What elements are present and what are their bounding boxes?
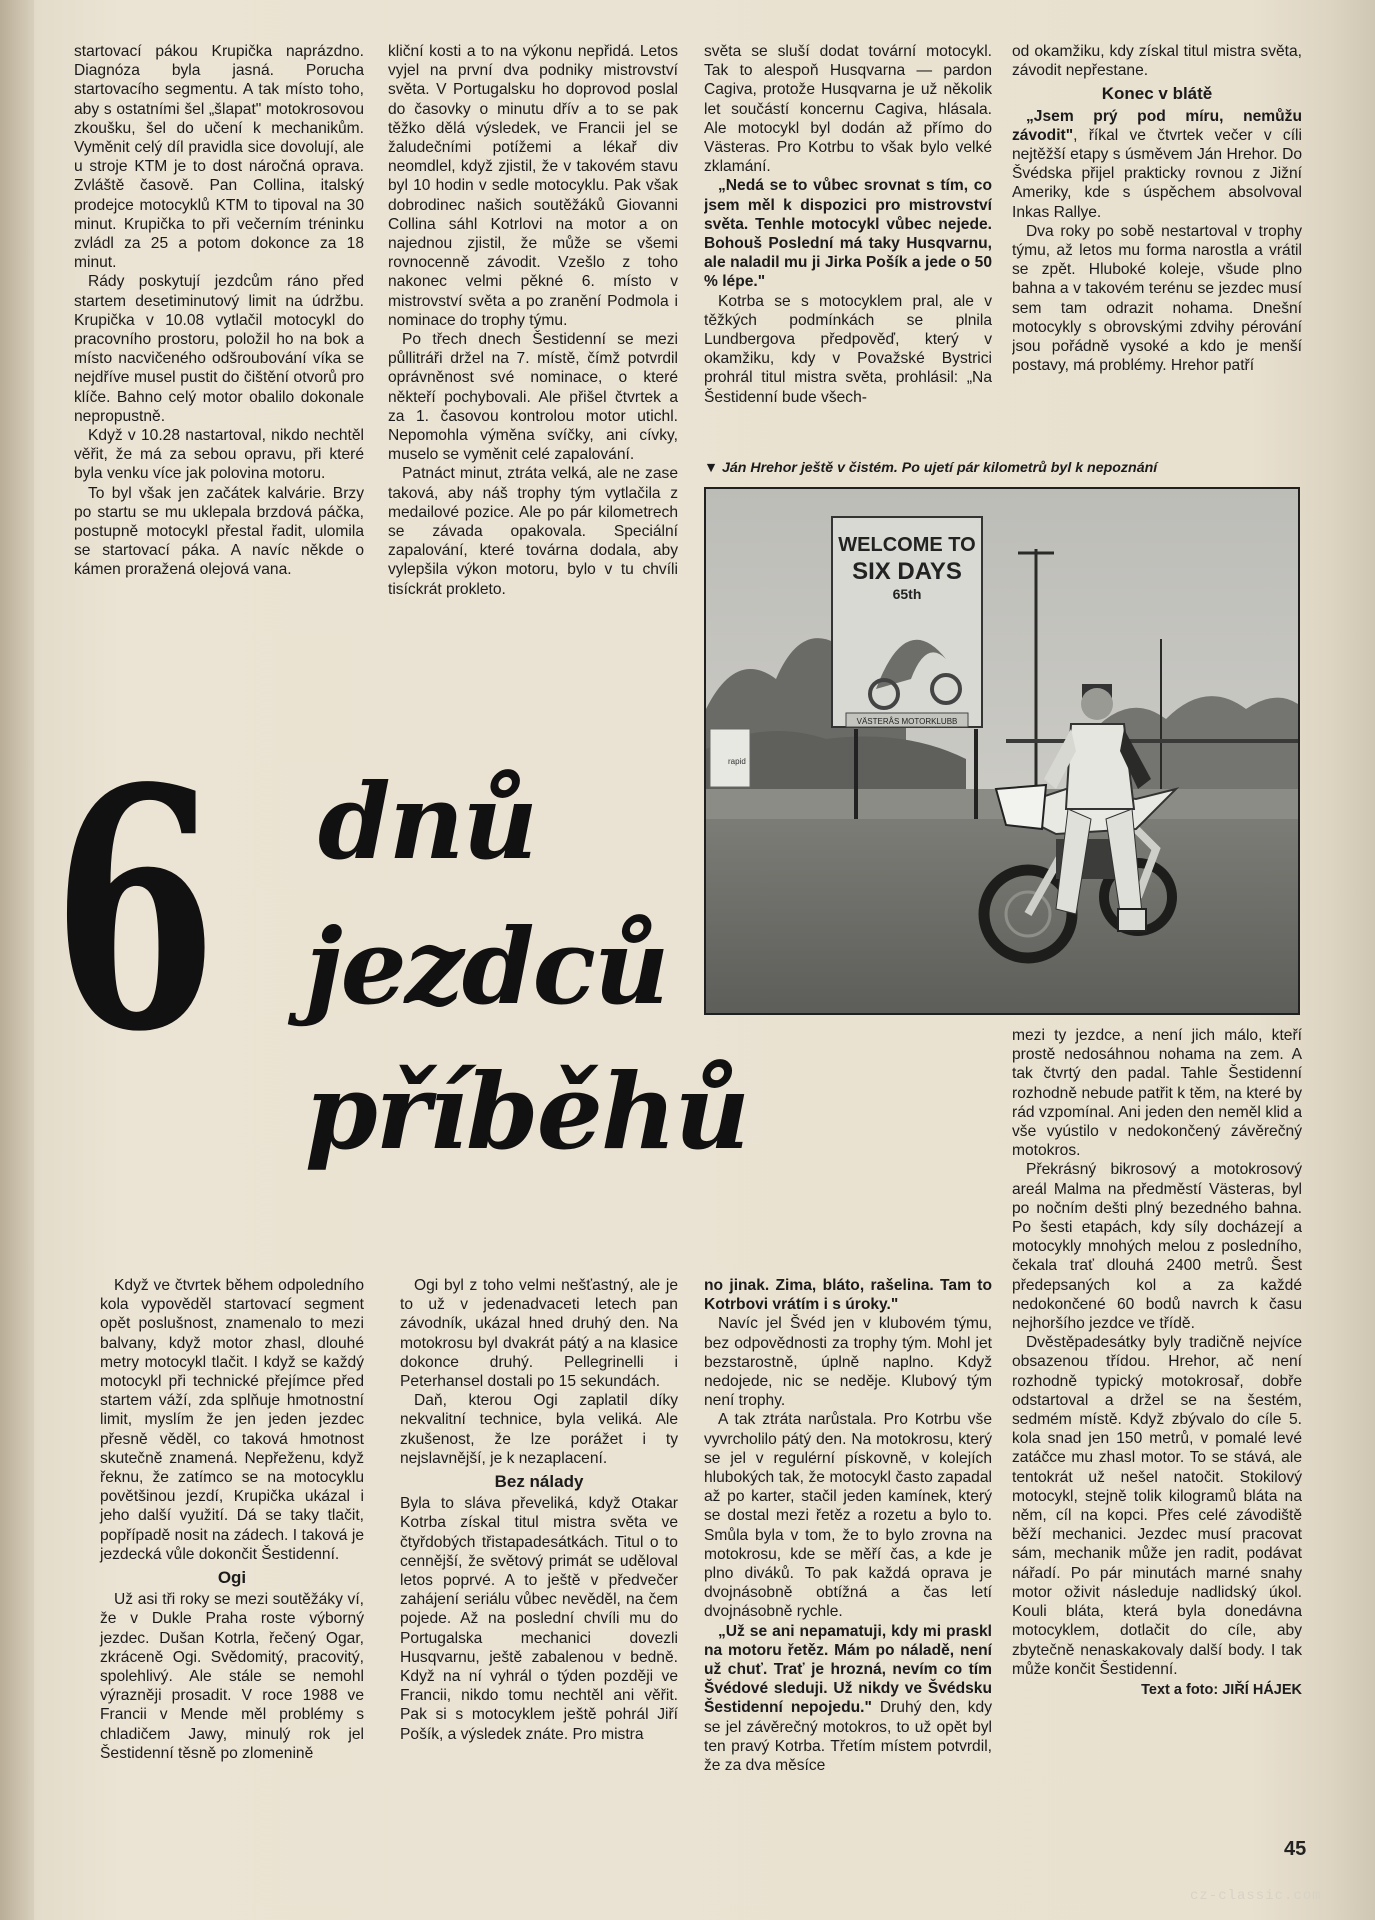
bottom-column-2 — [388, 1276, 678, 1846]
paragraph: Navíc jel Švéd jen v klubovém týmu, bez odpovědnosti za trophy tým. Mohl jet bezstarostně, úplně naplno. Když nedojede, nic se neděje. Klubový tým není trophy. — [704, 1315, 992, 1410]
paragraph: kliční kosti a to na výkonu nepřidá. Letos vyjel na první dva podniky mistrovství světa. V Portugalsku ho doprovod poslal do časovky o minutu dřív a to se pak těžko dělá výsledek, ve Francii jel se žaludečními potížemi a lékař div neomdlel, když zjistil, že v takovém stavu byl 10 hodin v sedle motocyklu. Pak však dobrodinec našich soutěžáků Giovanni Collina sáhl Kotrlovi na motor a on najednou zjistil, že může se všemi rovnocenně závodit. Vzešlo z toho nakonec velmi pěkné 6. místo v mistrovství světa a po zranění Podmola i nominace do trophy týmu. — [388, 43, 678, 329]
section-heading-bez-nalady: Bez nálady — [494, 1472, 584, 1492]
bottom-column-4 — [1012, 1026, 1302, 1826]
paragraph — [704, 1622, 992, 1776]
quote-bold: „Už se ani nepamatuji, kdy mi praskl na motoru řetěz. Mám po náladě, není už chuť. Trať je hrozná, nevím co tím Švédové sleduji. Už nikdy ve Švédsku Šestidenní nepojedu." — [704, 1622, 992, 1717]
bottom-column-1 — [74, 1276, 364, 1846]
top-column-2 — [388, 42, 678, 702]
photo-rider-with-motorcycle — [704, 487, 1300, 1015]
top-column-1 — [74, 42, 364, 702]
paragraph: Byla to sláva převeliká, když Otakar Kotrba získal titul mistra světa ve čtyřdobých třistapadesátkách. Titul o to cennější, že světový primát se uděloval letos poprvé. A to ještě v předvečer zahájení seriálu vůbec nevěděl, na čem pojede. Až na poslední chvíli mu do Portugalska mechanici dovezli Husqvarnu, ještě zabalenou v bedně. Když na ní vyhrál o týden později ve Francii, nikdo tomu nechtěl ani věřit. Pak si s motocyklem ještě pohrál Jiří Pošík, a výsledek znáte. Pro mistra — [400, 1495, 678, 1743]
paragraph: Už asi tři roky se mezi soutěžáky ví, že v Dukle Praha roste výborný jezdec. Dušan Kotrla, řečený Ogar, zkráceně Ogi. Svědomitý, pracovitý, spolehlivý. Ale stále se nemohl výrazněji prosadit. V roce 1988 ve Francii v Mende měl problémy s chladičem Jawy, minulý rok jel Šestidenní těsně po zlomenině — [100, 1591, 364, 1762]
paragraph: Překrásný bikrosový a motokrosový areál Malma na předměstí Västeras, byl po nočním dešti plný bezedného bahna. Po šesti etapách, kdy síly docházejí a motocykly mnohých melou z posledního, čekala trať dlouhá 2400 metrů. Šest předepsaných kol a za každé nedokončené 60 bodů navrch k času nejhoršího jezdce ve třídě. — [1012, 1161, 1302, 1333]
top-column-3 — [704, 42, 992, 447]
paragraph: Rády poskytují jezdcům ráno před startem desetiminutový limit na údržbu. Krupička v 10.08 vytlačil motocykl do pracovního prostoru, položil ho na bok a místo nacvičeného odšroubování víka se nejdříve musel pustit do čištění otvorů pro klíče. Bahno celý motor obalilo dokonale nepropustně. — [74, 273, 364, 425]
title-number-six: 6 — [52, 716, 218, 1104]
quote-paragraph: no jinak. Zima, bláto, rašelina. Tam to Kotrbovi vrátím i s úroky." — [704, 1277, 992, 1314]
paragraph: od okamžiku, kdy získal titul mistra světa, závodit nepřestane. — [1012, 43, 1302, 80]
paragraph: Patnáct minut, ztráta velká, ale ne zase taková, aby náš trophy tým vytlačila z medailové pozice. Ale po pár kilometrech se závada opakovala. Speciální zapalování, které továrna dodala, aby vylepšila výkon motoru, bylo v tu chvíli tisíckrát prokleto. — [388, 465, 678, 598]
paragraph: mezi ty jezdce, a není jich málo, kteří prostě nedosáhnou nohama na zem. A tak čtvrtý den padal. Tahle Šestidenní rozhodně nebude patřit k těm, na které by rád vzpomínal. Ani jeden den neměl klid a vše vyústilo v nedokončený závěrečný motokros. — [1012, 1027, 1302, 1160]
billboard-text: SIX DAYS — [852, 558, 962, 585]
billboard-text: WELCOME TO — [838, 534, 976, 556]
top-column-4 — [1012, 42, 1302, 447]
paragraph: Po třech dnech Šestidenní se mezi půllitráři držel na 7. místě, čímž potvrdil oprávněnost své nominace, o které někteří pochybovali. Ale přišel čtvrtek a za 1. časovou kontrolou motor utichl. Nepomohla výměna svíčky, ani cívky, muselo se vyměnit celé zapalování. — [388, 331, 678, 464]
section-heading-ogi: Ogi — [217, 1568, 247, 1588]
watermark: cz-classic.com — [1190, 1888, 1322, 1904]
quote-rest: Druhý den, kdy se jel závěrečný motokros, to už opět byl ten pravý Kotrba. Třetím místem potvrdil, že za dva měsíce — [704, 1699, 992, 1775]
paragraph: Ogi byl z toho velmi nešťastný, ale je to už v jedenadvaceti letech pan závodník, ukázal hned druhý den. Na motokrosu byl dvakrát pátý a na klasice dokonce druhý. Pellegrinelli i Peterhansel dostali po 15 sekundách. — [400, 1277, 678, 1391]
title-line-jezdcu: jezdců — [305, 905, 668, 1028]
quote-paragraph: „Nedá se to vůbec srovnat s tím, co jsem měl k dispozici pro mistrovství světa. Tenhle motocykl vůbec nejede. Bohouš Poslední má taky Husqvarnu, ale naladil mu ji Jirka Pošík a jede o 50 % lépe." — [704, 177, 992, 291]
title-line-pribehu: příběhů — [305, 1050, 749, 1173]
page-number: 45 — [1284, 1838, 1307, 1860]
flag-text: rapid — [728, 757, 746, 766]
paragraph: Když ve čtvrtek během odpoledního kola vypověděl startovací segment opět poslušnost, znamenalo to mezi balvany, když motor zhasl, dlouhé metry motocykl tlačit. I když se každý motocykl při technické přejímce před startem váží, zda splňuje hmotnostní limit, myslím že jen jeden jezdec přesně věděl, co taková hmotnost skutečně znamená. Nepřeženu, když řeknu, že zatímco se na motocyklu povětšinou jezdí, Krupička ukázal i jeho další využití. Dá se taky tlačit, popřípadě nosit na zádech. I taková je jezdecká vůle dokončit Šestidenní. — [100, 1277, 364, 1563]
paragraph: startovací pákou Krupička naprázdno. Diagnóza byla jasná. Porucha startovacího segmentu. A tak místo toho, aby s ostatními šel „šlapat" motokrosovou zkoušku, šel do učení k mechanikům. Vyměnit celý díl pravidla sice dovolují, ale u stroje KTM je to dost náročná oprava. Zvláště časově. Pan Collina, italský prodejce motocyklů KTM to tipoval na 30 minut. Krupička to při večerním tréninku zvládl za 25 a potom dokonce za 18 minut. — [74, 43, 364, 272]
paragraph: Dva roky po sobě nestartoval v trophy týmu, až letos mu forma narostla a vrátil se zpět. Hluboké koleje, všude plno bahna a v takovém terénu se jezdec musí sem tam odrazit nohama. Dnešní motocykly s obrovskými zdvihy pérování jsou pořádně vysoké a kdo je menší postavy, má problémy. Hrehor patří — [1012, 222, 1302, 375]
paragraph: světa se sluší dodat tovární motocykl. Tak to alespoň Husqvarna — pardon Cagiva, protože Husqvarna je už několik let součástí koncernu Cagiva, hlásala. Ale motocykl byl dodán až přímo do Västeras. Pro Kotrbu to však bylo velké zklamání. — [704, 43, 992, 176]
paragraph: To byl však jen začátek kalvárie. Brzy po startu se mu uklepala brzdová páčka, postupně motocykl přestal řadit, ulomila se startovací páka. A navíc někde o kámen proražená olejová vana. — [74, 484, 364, 579]
photo-illustration — [706, 489, 1298, 1013]
paragraph: Když v 10.28 nastartoval, nikdo nechtěl věřit, že má za sebou opravu, při které byla venku více jak polovina motoru. — [74, 427, 364, 483]
paragraph — [1012, 107, 1302, 222]
page-binding-shadow — [0, 0, 34, 1920]
paragraph: Dvěstěpadesátky byly tradičně nejvíce obsazenou třídou. Hrehor, ač není rozhodně typický motokrosař, dobře odstartoval a držel se na šestém, sedmém místě. Když zbývalo do cíle 5. kola snad jen 150 metrů, v pomalé levé zatáčce mu zhasl motor. To se stává, ale tentokrát už nešel natočit. Stokilový motocykl, stejně tolik kilogramů bláta na něm, cíl na kopci. Přes celé závodiště běží mechanici. Jezdec musí pracovat sám, mechanik může jen radit, podávat nářadí. Po pár minutách marné snahy motor oživit následuje nadlidský úkol. Kouli bláta, která byla donedávna motocyklem, dotlačit do cíle, aby zbytečně nenaskakovaly další body. I tak může končit Šestidenní. — [1012, 1334, 1302, 1678]
paragraph: Kotrba se s motocyklem pral, ale v těžkých podmínkách se plnila Lundbergova předpověď, který v okamžiku, kdy v Považské Bystrici prohrál titul mistra světa, prohlásil: „Na Šestidenní bude všech- — [704, 292, 992, 406]
title-line-dnu: dnů — [318, 760, 536, 883]
paragraph: A tak ztráta narůstala. Pro Kotrbu vše vyvrcholilo pátý den. Na motokrosu, který se jel v regulérní pískovně, v kolejích hlubokých tak, že motocykl často zapadal až po karter, stačil jeden kamínek, který se dostal mezi řetěz a rozetu a bylo to. Smůla byla v tom, že to bylo zrovna na motokrosu, kde se měří čas, a kde je plno diváků. To pak každá oprava je dvojnásobně obtížná a čas letí dvojnásobně rychle. — [704, 1411, 992, 1621]
sign-text: VÄSTERÅS MOTORKLUBB — [856, 717, 958, 726]
paragraph: Daň, kterou Ogi zaplatil díky nekvalitní technice, byla veliká. Ale zkušenost, že lze porážet i ty nejslavnější, je k nezaplacení. — [400, 1392, 678, 1467]
section-heading-konec-v-blate: Konec v blátě — [1101, 84, 1213, 104]
bottom-column-3 — [704, 1276, 992, 1846]
quote-rest: , říkal ve čtvrtek večer v cíli nejtěžší etapy s úsměvem Ján Hrehor. Do Švédska přijel prakticky rovnou z Jižní Ameriky, kde s úspěchem absolvoval Inkas Rallye. — [1012, 126, 1302, 221]
billboard-text: 65th — [892, 586, 922, 602]
photo-caption: ▼ Ján Hrehor ještě v čistém. Po ujetí pár kilometrů byl k nepoznání — [704, 460, 1158, 476]
author-credit: Text a foto: JIŘÍ HÁJEK — [1141, 1681, 1302, 1698]
quote-bold: „Jsem prý pod míru, nemůžu závodit" — [1012, 107, 1302, 144]
